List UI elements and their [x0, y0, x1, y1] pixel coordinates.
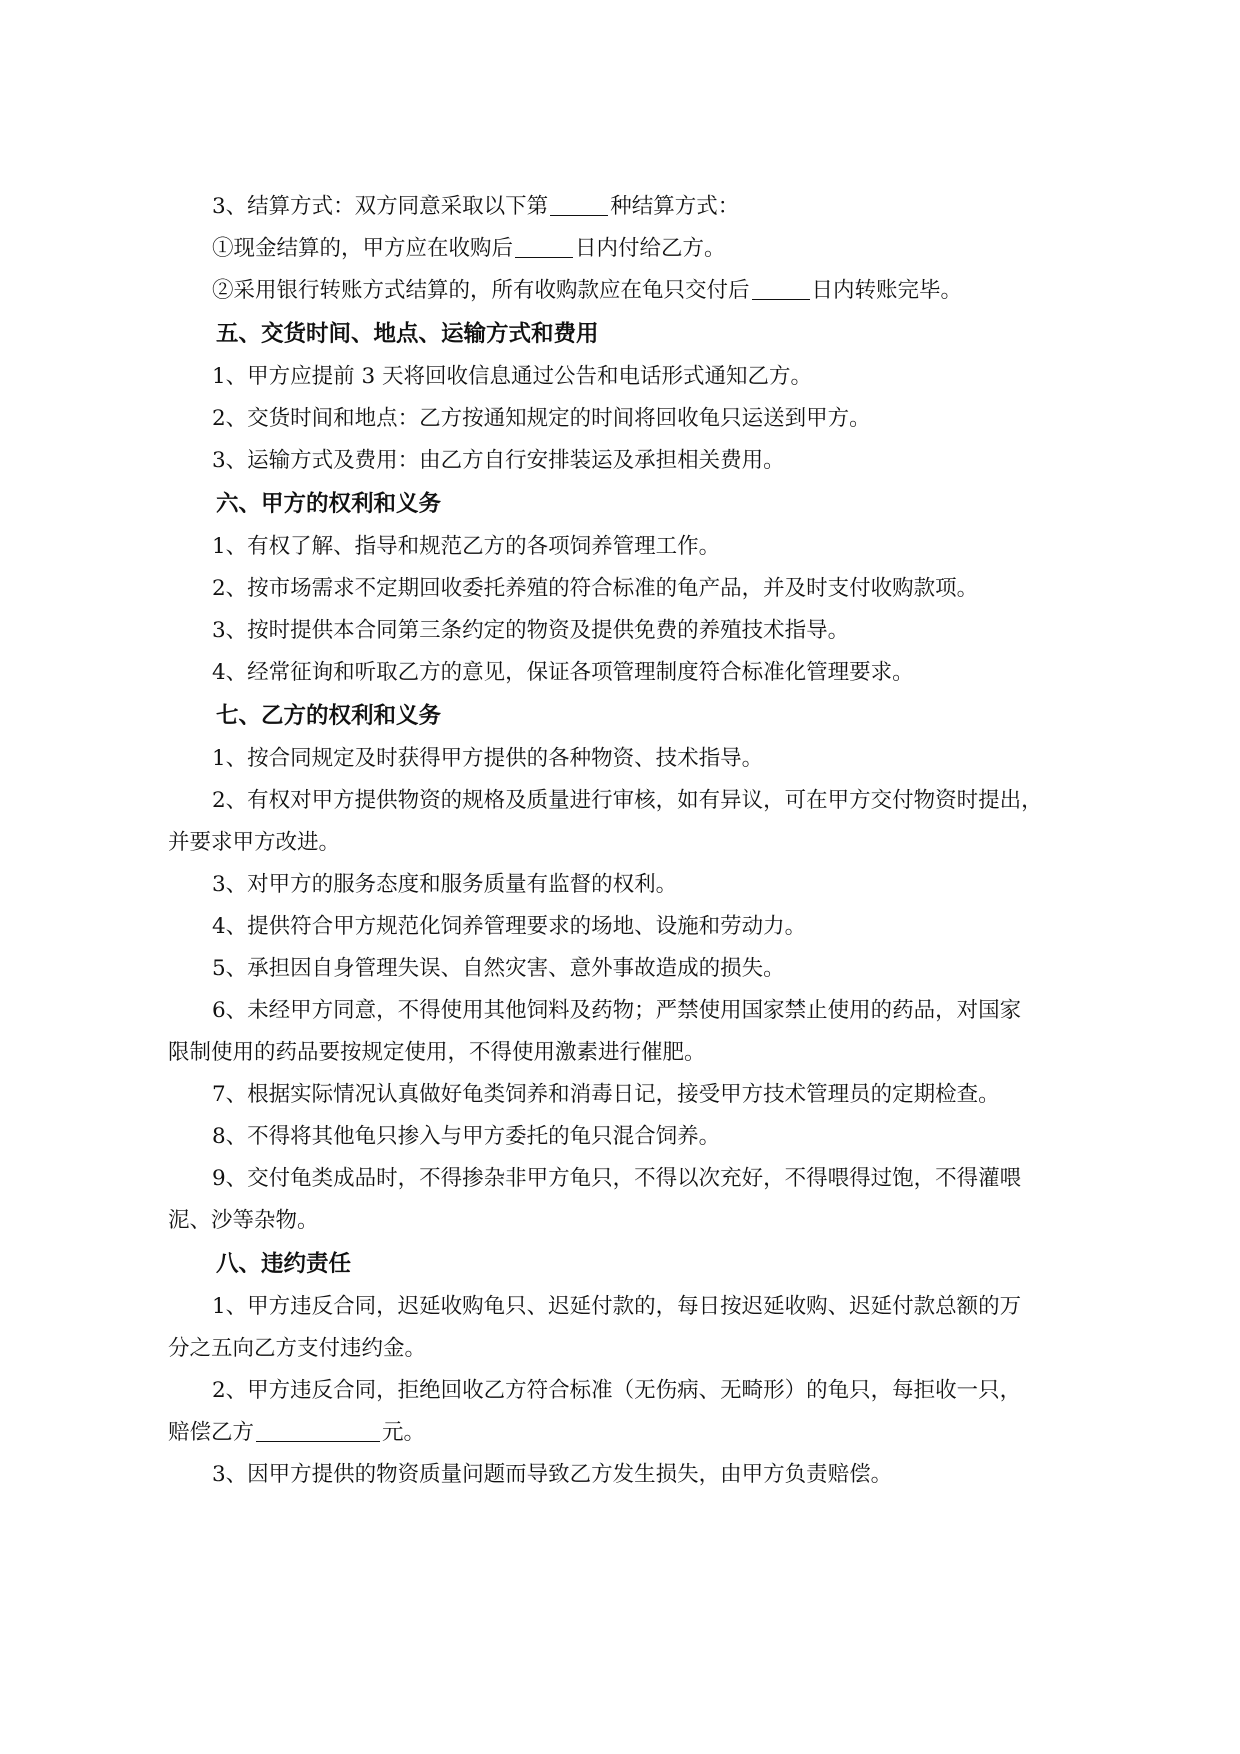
section-heading-7: 七、乙方的权利和义务 — [216, 703, 442, 729]
paragraph: 1、甲方应提前 3 天将回收信息通过公告和电话形式通知乙方。 — [212, 364, 813, 389]
paragraph: 2、有权对甲方提供物资的规格及质量进行审核，如有异议，可在甲方交付物资时提出， — [212, 788, 1043, 813]
paragraph: 1、按合同规定及时获得甲方提供的各种物资、技术指导。 — [212, 746, 764, 771]
section-heading-5: 五、交货时间、地点、运输方式和费用 — [216, 321, 599, 347]
paragraph: 7、根据实际情况认真做好龟类饲养和消毒日记，接受甲方技术管理员的定期检查。 — [212, 1082, 1000, 1107]
paragraph-continuation: 限制使用的药品要按规定使用，不得使用激素进行催肥。 — [168, 1040, 706, 1065]
paragraph: 1、有权了解、指导和规范乙方的各项饲养管理工作。 — [212, 534, 721, 559]
paragraph-compensation: 赔偿乙方 元。 — [168, 1412, 1088, 1454]
section-heading-8: 八、违约责任 — [216, 1251, 352, 1277]
paragraph-cash-settlement: ①现金结算的，甲方应在收购后 日内付给乙方。 — [168, 228, 1088, 270]
blank-field — [752, 273, 810, 300]
paragraph: 4、经常征询和听取乙方的意见，保证各项管理制度符合标准化管理要求。 — [212, 660, 914, 685]
paragraph-settlement-method: 3、结算方式：双方同意采取以下第 种结算方式： — [168, 186, 1088, 228]
section-heading-6: 六、甲方的权利和义务 — [216, 491, 442, 517]
paragraph: 9、交付龟类成品时，不得掺杂非甲方龟只，不得以次充好，不得喂得过饱，不得灌喂 — [212, 1166, 1022, 1191]
paragraph: 2、甲方违反合同，拒绝回收乙方符合标准（无伤病、无畸形）的龟只，每拒收一只， — [212, 1378, 1022, 1403]
paragraph: 3、运输方式及费用：由乙方自行安排装运及承担相关费用。 — [212, 448, 785, 473]
paragraph: 3、按时提供本合同第三条约定的物资及提供免费的养殖技术指导。 — [212, 618, 850, 643]
paragraph-continuation: 泥、沙等杂物。 — [168, 1208, 319, 1233]
paragraph: 5、承担因自身管理失误、自然灾害、意外事故造成的损失。 — [212, 956, 785, 981]
paragraph: 3、对甲方的服务态度和服务质量有监督的权利。 — [212, 872, 678, 897]
paragraph-continuation: 分之五向乙方支付违约金。 — [168, 1336, 427, 1361]
paragraph: 2、交货时间和地点：乙方按通知规定的时间将回收龟只运送到甲方。 — [212, 406, 871, 431]
paragraph: 1、甲方违反合同，迟延收购龟只、迟延付款的，每日按迟延收购、迟延付款总额的万 — [212, 1294, 1022, 1319]
paragraph: 4、提供符合甲方规范化饲养管理要求的场地、设施和劳动力。 — [212, 914, 807, 939]
blank-field — [515, 231, 573, 258]
paragraph: 2、按市场需求不定期回收委托养殖的符合标准的龟产品，并及时支付收购款项。 — [212, 576, 979, 601]
blank-field — [550, 189, 608, 216]
paragraph-bank-settlement: ②采用银行转账方式结算的，所有收购款应在龟只交付后 日内转账完毕。 — [168, 270, 1088, 312]
paragraph-continuation: 并要求甲方改进。 — [168, 830, 341, 855]
blank-field — [256, 1415, 380, 1442]
paragraph: 8、不得将其他龟只掺入与甲方委托的龟只混合饲养。 — [212, 1124, 721, 1149]
paragraph: 6、未经甲方同意，不得使用其他饲料及药物；严禁使用国家禁止使用的药品，对国家 — [212, 998, 1022, 1023]
document-page — [168, 186, 1088, 1496]
paragraph: 3、因甲方提供的物资质量问题而导致乙方发生损失，由甲方负责赔偿。 — [212, 1462, 893, 1487]
